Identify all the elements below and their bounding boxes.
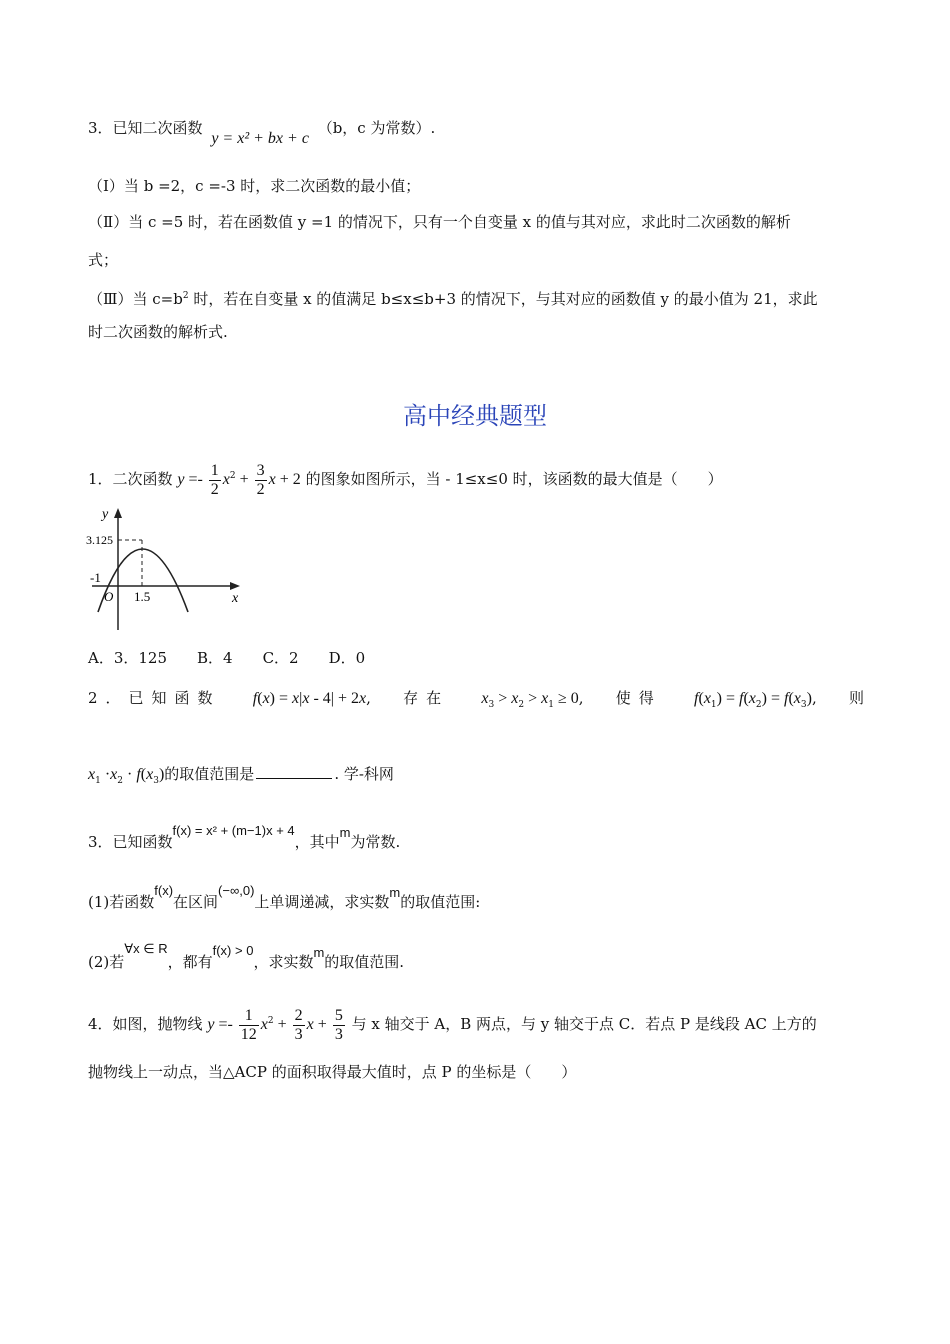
p4-line1: 4．如图，抛物线 y =- $\frac{1}{12}$ $x^2$ + $\frac{2}{3}$ x + $\frac{5}{3}$ 与 x 轴交于 A，B 两点，与 y 轴交于点 C．若点 P 是线段 AC 上方的 <box>88 1006 817 1043</box>
p2-product: $x_1 \cdot x_2 \cdot f(x_3)$ <box>88 766 165 786</box>
p3-part1-tail: 上单调递减，求实数 <box>254 893 390 911</box>
p3-part2-m: m <box>313 945 325 960</box>
q3-lead: 3．已知二次函数 <box>88 119 203 137</box>
p3-intro <box>88 823 401 853</box>
p3-part2-lead: (2)若 <box>88 953 125 971</box>
p1-tail: 的图象如图所示，当 - 1≤x≤0 时，该函数的最大值是（ ） <box>305 470 723 488</box>
p2-lead: 2．已知函数 <box>88 689 221 707</box>
q3-part3-a: （Ⅲ）当 c=b <box>88 290 183 308</box>
p3-part1-fx: f(x) <box>154 883 174 898</box>
p2-then: 则 <box>848 689 864 707</box>
y-axis-label: y <box>102 507 109 522</box>
vertex-x-label: 1.5 <box>134 589 151 604</box>
p1-frac-a: $\frac{1}{2}$ <box>210 461 219 498</box>
p3-part1-mid: 在区间 <box>173 893 219 911</box>
q3-part3-line1: （Ⅲ）当 $c=b^2$ 时，若在自变量 x 的值满足 b≤x≤b+3 的情况下，与其对应的函数值 y 的最小值为 21，求此 <box>88 290 818 308</box>
p2-function: f(x) = x|x - 4| + 2x, <box>252 689 371 707</box>
p3-interval: (−∞,0) <box>218 883 255 898</box>
x-axis-arrow <box>230 582 240 590</box>
q3-part2-line1: （Ⅱ）当 c =5 时，若在函数值 y =1 的情况下，只有一个自变量 x 的值与其对应，求此时二次函数的解析 <box>88 213 791 231</box>
p1-options: A．3．125 B．4 C．2 D．0 <box>88 649 366 667</box>
p3-ineq: f(x) > 0 <box>212 943 254 958</box>
p4-frac-c: $\frac{5}{3}$ <box>334 1006 343 1043</box>
q3-part2-line2: 式； <box>88 251 119 269</box>
q3-tail: （b，c 为常数）. <box>317 119 436 137</box>
p1-frac-b: $\frac{3}{2}$ <box>256 461 265 498</box>
p2-exist: 存在 <box>403 689 450 707</box>
p2-answer-blank <box>256 764 332 779</box>
p3-part2-tail: ，求实数 <box>253 953 314 971</box>
p2-condition: $x_3 > x_2 > x_1 \ge 0$, <box>481 689 584 710</box>
p4-lead: 4．如图，抛物线 <box>88 1015 203 1033</box>
vertex-y-label: 3.125 <box>86 533 113 547</box>
p3-part1 <box>88 883 481 913</box>
p4-line2: 抛物线上一动点，当△ACP 的面积取得最大值时，点 P 的坐标是（ ） <box>88 1063 577 1081</box>
p2-make: 使得 <box>615 689 662 707</box>
section-title: 高中经典题型 <box>403 402 547 430</box>
p1-formula: y <box>177 471 185 488</box>
p3-part1-lead: (1)若函数 <box>88 893 155 911</box>
p3-forall: ∀x ∈ R <box>124 941 168 956</box>
root-label: -1 <box>90 570 101 585</box>
p3-part2-mid: ，都有 <box>167 953 213 971</box>
y-axis-arrow <box>114 508 122 518</box>
p3-part2-end: 的取值范围. <box>324 953 405 971</box>
p4-frac-b: $\frac{2}{3}$ <box>294 1006 303 1043</box>
parabola-graph <box>84 504 249 634</box>
p2-line2 <box>88 764 394 791</box>
p2-end: . 学-科网 <box>334 765 394 783</box>
p4-frac-a: $\frac{1}{12}$ <box>240 1006 257 1043</box>
p3-tail: 为常数. <box>350 833 401 851</box>
p3-part1-end: 的取值范围: <box>400 893 481 911</box>
q3-part3-b: 时，若在自变量 x 的值满足 b≤x≤b+3 的情况下，与其对应的函数值 y 的最小值为 21，求此 <box>188 290 818 308</box>
p2-range-text: 的取值范围是 <box>164 765 255 783</box>
origin-label: O <box>104 589 114 604</box>
p2-line1 <box>88 688 864 715</box>
q3-part1: （Ⅰ）当 b =2，c =-3 时，求二次函数的最小值； <box>88 177 421 195</box>
p1-question: 1．二次函数 y =- $\frac{1}{2}$ $x^2$ + $\frac{3}{2}$ x + 2 的图象如图所示，当 - 1≤x≤0 时，该函数的最大值是（ ） <box>88 461 723 498</box>
q3-part3-line2: 时二次函数的解析式. <box>88 323 228 341</box>
p4-line1-tail: 与 x 轴交于 A，B 两点，与 y 轴交于点 C．若点 P 是线段 AC 上方的 <box>351 1015 817 1033</box>
p3-m: m <box>339 825 351 840</box>
p3-lead: 3．已知函数 <box>88 833 173 851</box>
p3-mid: ，其中 <box>294 833 340 851</box>
x-axis-label: x <box>232 591 239 606</box>
p1-lead: 1．二次函数 <box>88 470 173 488</box>
p3-part2 <box>88 941 405 973</box>
q3-intro <box>88 118 436 147</box>
p2-equality: $f(x_1) = f(x_2) = f(x_3)$, <box>694 689 817 710</box>
q3-formula: y = x² + bx + c <box>211 130 309 147</box>
p3-part1-m: m <box>389 885 401 900</box>
p3-formula: f(x) = x² + (m−1)x + 4 <box>172 823 295 838</box>
